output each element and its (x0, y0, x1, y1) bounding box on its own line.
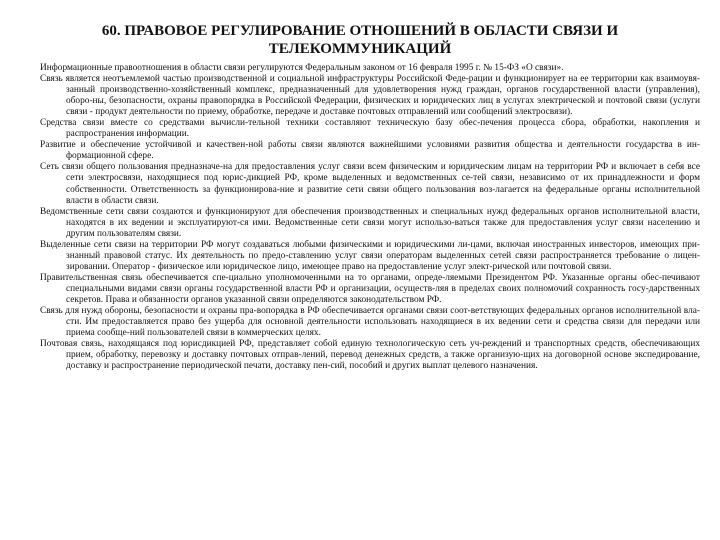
title-line-1: 60. ПРАВОВОЕ РЕГУЛИРОВАНИЕ ОТНОШЕНИЙ В ОБЛАСТИ СВЯЗИ И (101, 23, 619, 39)
paragraph-postal-communication: Почтовая связь, находящаяся под юрисдикцией РФ, представляет собой единую технологическую сеть уч-реждений и транспортных средств, обеспечивающих прием, обработку, перевозку и доставку почтовых отправ-лений, перевод денежных средств, а также организую-щих на договорной основе экспедирование, доставку и распространение периодической печати, доставку пен-сий, пособий и других выплат целевого назначения. (40, 339, 700, 372)
document-body (40, 63, 700, 372)
paragraph-communication-law: Информационные правоотношения в области связи регулируются Федеральным законом от 16 февраля 1995 г. № 15-ФЗ «О связи». (40, 63, 564, 73)
paragraph-public-network: Сеть связи общего пользования предназначе-на для предоставления услуг связи всем физическим и юридическим лицам на территории РФ и включает в себя все сети электросвязи, находящиеся под юрис-дикцией РФ, кроме выделенных и ведомственных се-тей связи, независимо от их принадлежности и форм собственности. Ответственность за функционирова-ние и развитие сети связи общего пользования воз-лагается на федеральные органы исполнительной власти в области связи. (40, 162, 700, 206)
paragraph-communication-means: Средства связи вместе со средствами вычисли-тельной техники составляют техническую базу обес-печения процесса сбора, обработки, накопления и распространения информации. (40, 118, 700, 140)
page-title (40, 22, 700, 58)
paragraph-defense-communication: Связь для нужд обороны, безопасности и охраны пра-вопорядка в РФ обеспечивается органами связи соот-ветствующих федеральных органов исполнительной вла-сти. Им предоставляется право без ущерба для основной деятельности использовать находящиеся в их ведении сети и средства связи для передачи или приема сообще-ний пользователей связи в коммерческих целях. (40, 306, 700, 339)
title-line-2: ТЕЛЕКОММУНИКАЦИЙ (268, 41, 452, 57)
paragraph-development: Развитие и обеспечение устойчивой и качествен-ной работы связи являются важнейшими условиями развития общества и деятельности государства в ин-формационной сфере. (40, 140, 700, 162)
paragraph-departmental-networks: Ведомственные сети связи создаются и функционируют для обеспечения производственных и специальных нужд федеральных органов исполнительной власти, находятся в их ведении и эксплуатируют-ся ими. Ведомственные сети связи могут использо-ваться также для предоставления услуг связи населению и другим пользователям связи. (40, 206, 700, 239)
paragraph-dedicated-networks: Выделенные сети связи на территории РФ могут создаваться любыми физическими и юридическими ли-цами, включая иностранных инвесторов, имеющих при-знанный правовой статус. Их деятельность по предо-ставлению услуг связи операторам выделенных сетей связи распространяется требование о лицен-зировании. Оператор - физическое или юридическое лицо, имеющее право на предоставление услуг элект-рической или почтовой связи. (40, 239, 700, 272)
paragraph-communication-infrastructure: Связь является неотъемлемой частью производственной и социальной инфраструктуры Российской Феде-рации и функционирует на ее территории как взаимоувя-занный производственно-хозяйственный комплекс, предназначенный для удовлетворения нужд граждан, органов государственной власти (управления), оборо-ны, безопасности, охраны правопорядка в Российской Федерации, физических и юридических лиц в услугах электрической и почтовой связи (услуги связи - продукт деятельности по приему, обработке, передаче и доставке почтовых отправлений или сообщений электросвязи). (40, 74, 700, 118)
paragraph-government-communication: Правительственная связь обеспечивается спе-циально уполномоченными на то органами, опреде-ляемыми Президентом РФ. Указанные органы обес-печивают специальными видами связи органы государственной власти РФ и организации, осуществ-ляя в пределах своих полномочий сохранность госу-дарственных секретов. Права и обязанности органов указанной связи определяются законодательством РФ. (40, 272, 700, 305)
